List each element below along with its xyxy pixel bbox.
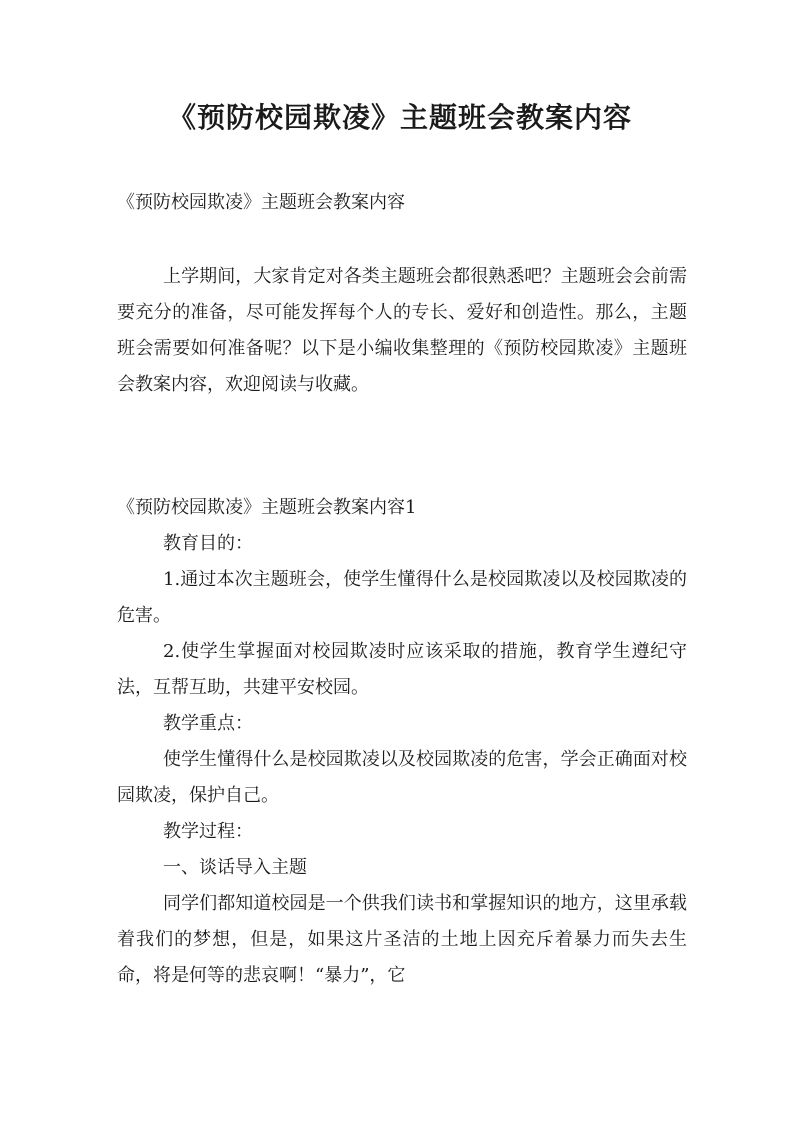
lesson-plan-content [117,490,687,994]
step-1-text: 同学们都知道校园是一个供我们读书和掌握知识的地方，这里承载着我们的梦想，但是，如果这片圣洁的土地上因充斥着暴力而失去生命，将是何等的悲哀啊！“暴力”，它 [117,893,687,986]
goal-item-1: 1.通过本次主题班会，使学生懂得什么是校园欺凌以及校园欺凌的危害。 [117,569,687,626]
document-subtitle: 《预防校园欺凌》主题班会教案内容 [117,192,405,213]
document-title: 《预防校园欺凌》主题班会教案内容 [167,101,632,134]
goal-item-2: 2.使学生掌握面对校园欺凌时应该采取的措施，教育学生遵纪守法，互帮互助，共建平安校园。 [117,641,687,698]
process-label: 教学过程： [163,821,253,842]
goals-label: 教育目的： [163,533,253,554]
step-1-title: 一、谈话导入主题 [163,857,307,878]
key-points-label: 教学重点： [163,713,253,734]
intro-paragraph: 上学期间，大家肯定对各类主题班会都很熟悉吧？主题班会会前需要充分的准备，尽可能发挥每个人的专长、爱好和创造性。那么，主题班会需要如何准备呢？以下是小编收集整理的《预防校园欺凌》主题班会教案内容，欢迎阅读与收藏。 [117,266,687,395]
section-heading: 《预防校园欺凌》主题班会教案内容1 [117,497,417,518]
key-points-text: 使学生懂得什么是校园欺凌以及校园欺凌的危害，学会正确面对校园欺凌，保护自己。 [117,749,687,806]
